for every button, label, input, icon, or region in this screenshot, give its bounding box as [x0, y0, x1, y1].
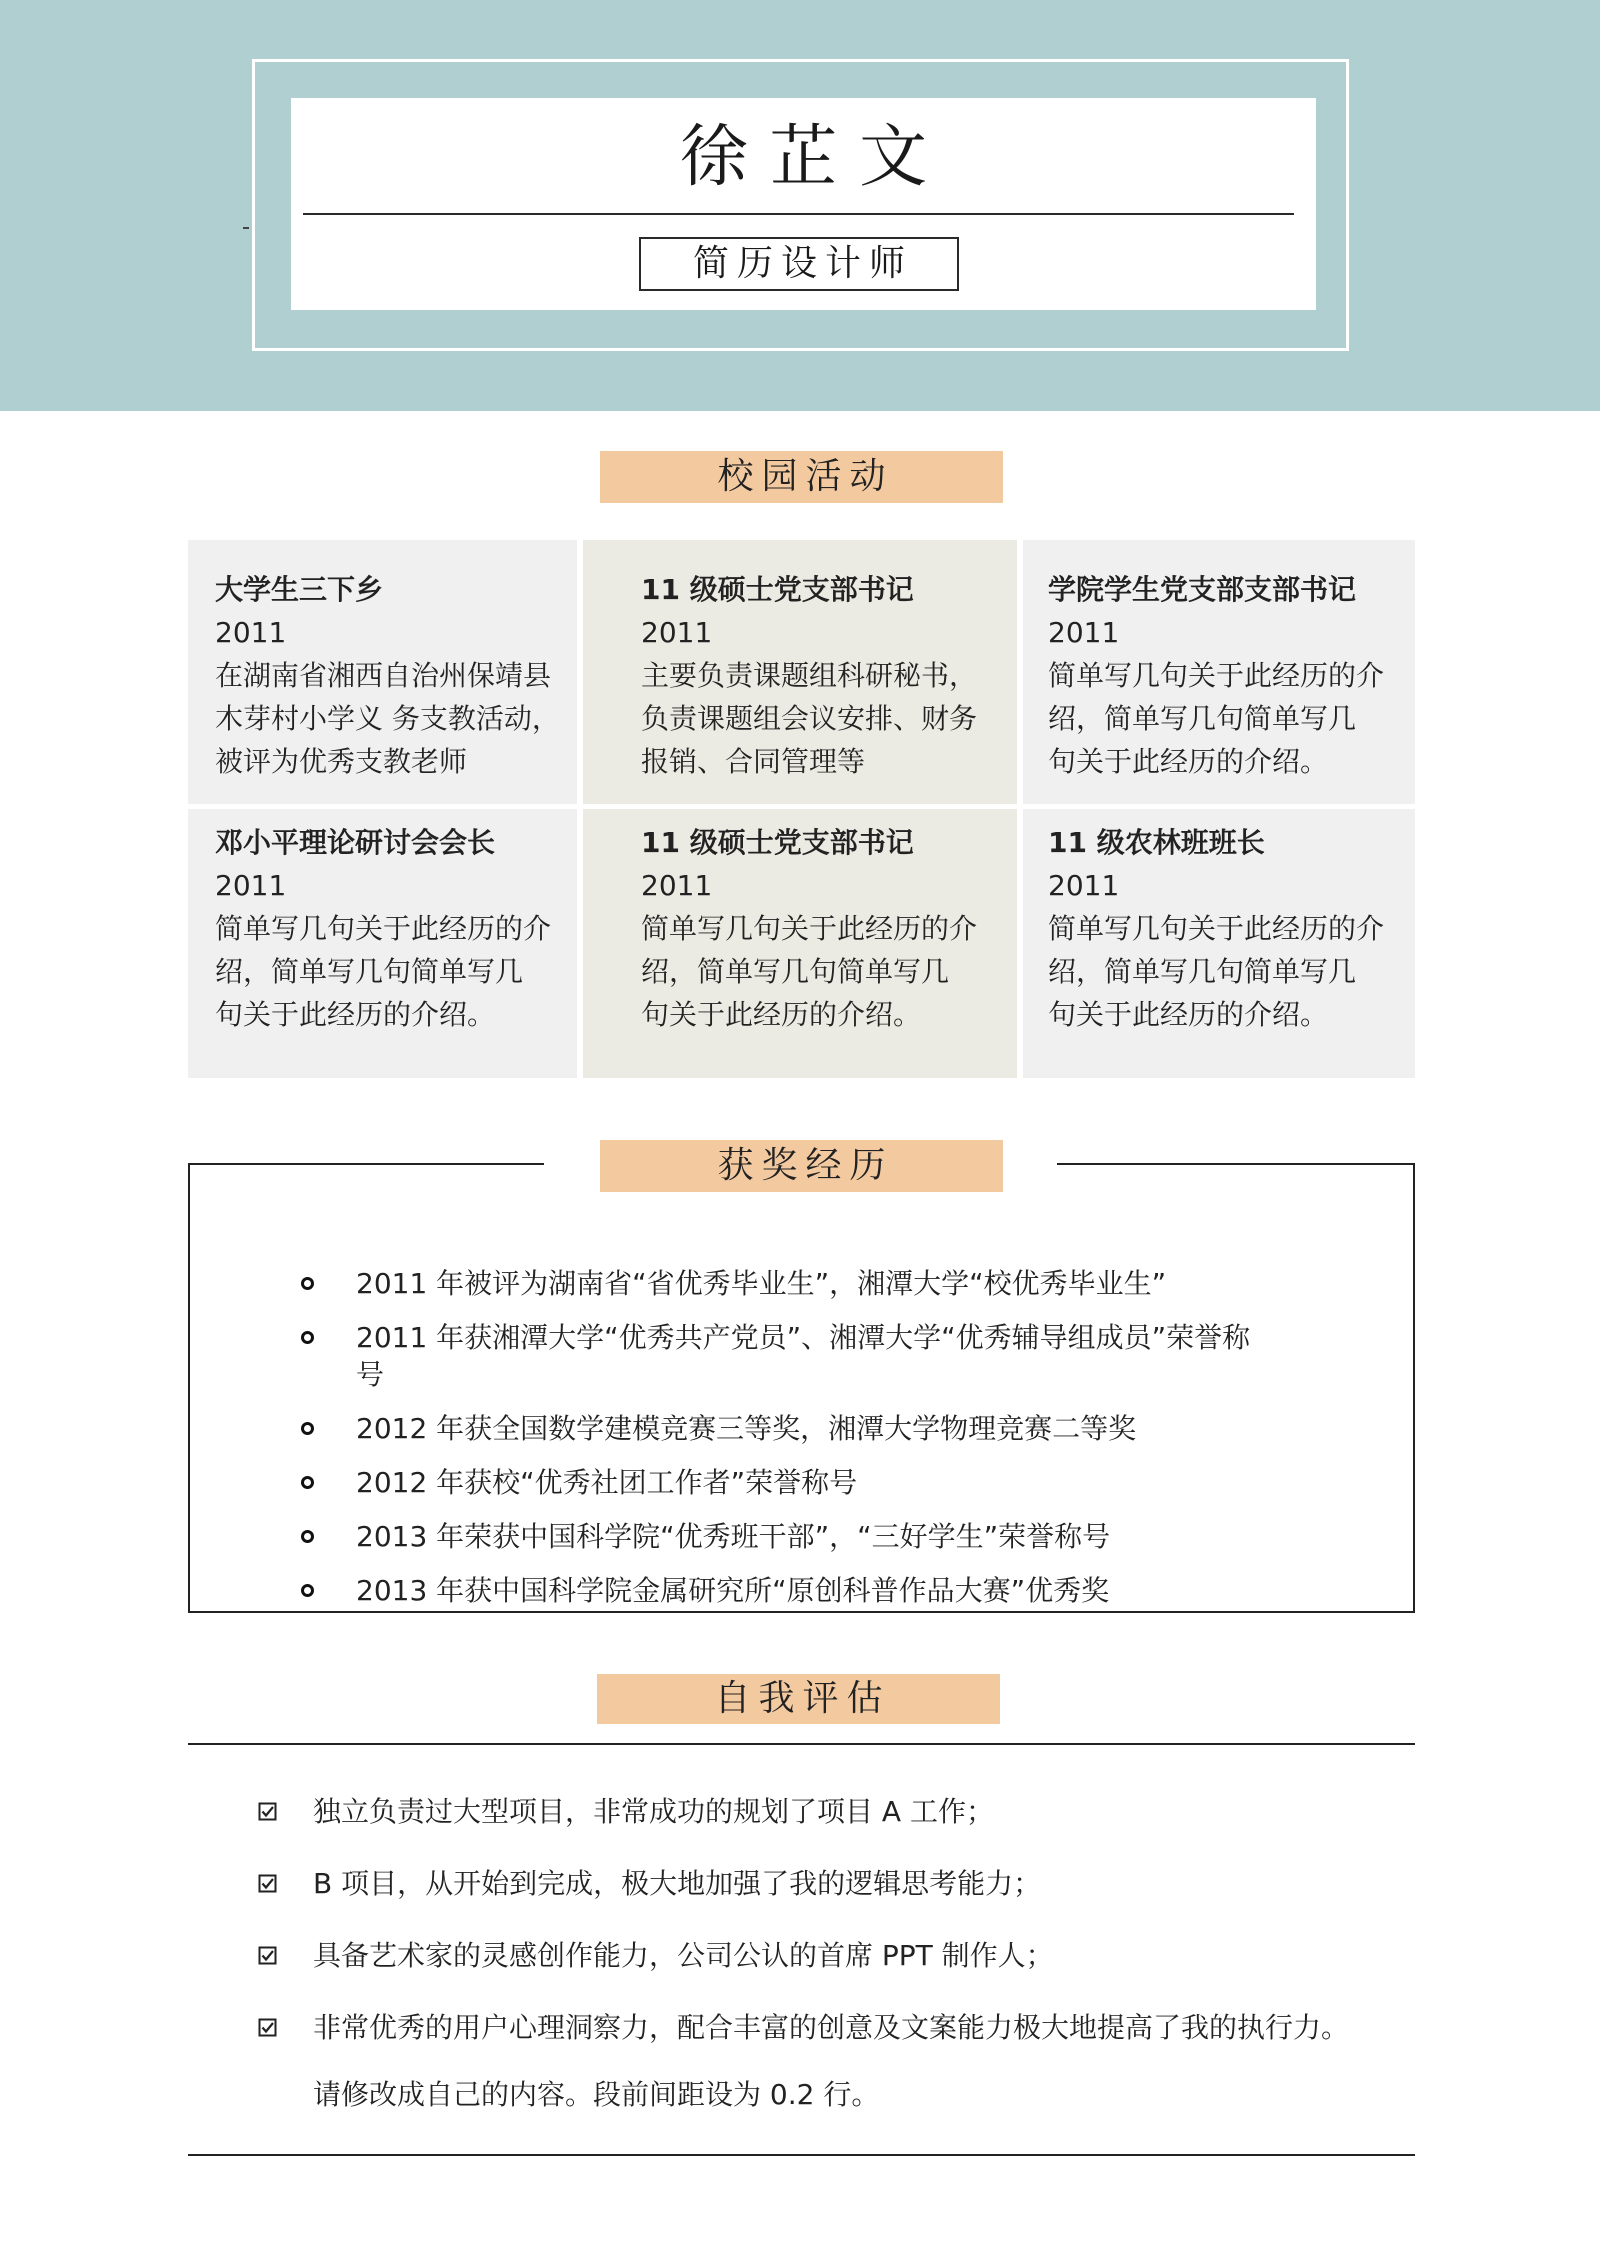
- activity-description-line: 主要负责课题组科研秘书，: [641, 659, 978, 692]
- award-text: 2011 年获湘潭大学“优秀共产党员”、湘潭大学“优秀辅导组成员”荣誉称号: [356, 1321, 1251, 1391]
- activity-description-line: 绍，简单写几句简单写几: [641, 955, 950, 988]
- activity-description-line: 简单写几句关于此经历的介: [1048, 912, 1385, 945]
- award-item: [190, 1265, 1256, 1302]
- activity-title: 邓小平理论研讨会会长: [215, 826, 496, 859]
- person-name: 徐 芷 文: [679, 118, 928, 197]
- award-item: [190, 1319, 1256, 1393]
- award-text: 2013 年荣获中国科学院“优秀班干部”，“三好学生”荣誉称号: [356, 1520, 1111, 1553]
- activity-description-line: 被评为优秀支教老师: [215, 745, 468, 778]
- activity-title: 11 级农林班班长: [1048, 826, 1265, 859]
- activity-title: 11 级硕士党支部书记: [641, 826, 914, 859]
- activity-description-line: 句关于此经历的介绍。: [1048, 745, 1329, 778]
- section-heading-self-eval: 自我评估: [597, 1674, 1000, 1724]
- ring-bullet-icon: [301, 1277, 314, 1290]
- activity-description-line: 句关于此经历的介绍。: [215, 998, 496, 1031]
- activity-card: [1023, 540, 1415, 804]
- activity-year: 2011: [1048, 869, 1120, 902]
- activity-description-line: 句关于此经历的介绍。: [641, 998, 922, 1031]
- activity-description-line: 绍，简单写几句简单写几: [215, 955, 524, 988]
- header-band: [0, 0, 1600, 411]
- self-eval-item: [0, 1920, 1600, 1992]
- ring-bullet-icon: [301, 1584, 314, 1597]
- activity-year: 2011: [1048, 616, 1120, 649]
- activity-year: 2011: [641, 869, 713, 902]
- activity-description-line: 简单写几句关于此经历的介: [641, 912, 978, 945]
- activity-description-line: 报销、合同管理等: [641, 745, 866, 778]
- job-title-badge: 简历设计师: [639, 237, 959, 291]
- activity-card: [583, 809, 1017, 1078]
- decorative-dash: [243, 227, 249, 229]
- activity-description-line: 绍，简单写几句简单写几: [1048, 702, 1357, 735]
- activity-title: 学院学生党支部支部书记: [1048, 573, 1357, 606]
- checkbox-checked-icon: [258, 1802, 277, 1821]
- activity-title: 大学生三下乡: [215, 573, 384, 606]
- self-eval-list: [0, 1776, 1600, 2064]
- self-eval-text: 具备艺术家的灵感创作能力，公司公认的首席 PPT 制作人；: [313, 1939, 1054, 1972]
- self-eval-note: 请修改成自己的内容。段前间距设为 0.2 行。: [313, 2078, 880, 2111]
- awards-list: [190, 1265, 1256, 1626]
- award-text: 2011 年被评为湖南省“省优秀毕业生”，湘潭大学“校优秀毕业生”: [356, 1267, 1167, 1300]
- award-item: [190, 1518, 1256, 1555]
- activity-description-line: 简单写几句关于此经历的介: [215, 912, 552, 945]
- activity-description-line: 绍，简单写几句简单写几: [1048, 955, 1357, 988]
- self-eval-text: 非常优秀的用户心理洞察力，配合丰富的创意及文案能力极大地提高了我的执行力。: [313, 2011, 1350, 2044]
- award-text: 2012 年获全国数学建模竞赛三等奖，湘潭大学物理竞赛二等奖: [356, 1412, 1137, 1445]
- award-item: [190, 1464, 1256, 1501]
- activity-card: [188, 540, 577, 804]
- checkbox-checked-icon: [258, 1874, 277, 1893]
- ring-bullet-icon: [301, 1331, 314, 1344]
- ring-bullet-icon: [301, 1422, 314, 1435]
- activity-description-line: 负责课题组会议安排、财务: [641, 702, 978, 735]
- activity-description-line: 木芽村小学义 务支教活动，: [215, 702, 560, 735]
- activity-description-line: 在湖南省湘西自治州保靖县: [215, 659, 552, 692]
- section-heading-awards: 获奖经历: [600, 1140, 1003, 1192]
- section-heading-campus: 校园活动: [600, 451, 1003, 503]
- self-eval-bottom-rule: [188, 2154, 1415, 2156]
- self-eval-item: [0, 1848, 1600, 1920]
- activity-year: 2011: [215, 616, 287, 649]
- self-eval-item: [0, 1776, 1600, 1848]
- award-text: 2012 年获校“优秀社团工作者”荣誉称号: [356, 1466, 858, 1499]
- activity-card: [1023, 809, 1415, 1078]
- activity-card: [188, 809, 577, 1078]
- activity-year: 2011: [641, 616, 713, 649]
- checkbox-checked-icon: [258, 1946, 277, 1965]
- self-eval-text: 独立负责过大型项目，非常成功的规划了项目 A 工作；: [313, 1795, 994, 1828]
- ring-bullet-icon: [301, 1476, 314, 1489]
- award-item: [190, 1410, 1256, 1447]
- activity-year: 2011: [215, 869, 287, 902]
- self-eval-top-rule: [188, 1743, 1415, 1745]
- name-divider: [303, 213, 1294, 215]
- awards-frame: [188, 1163, 1415, 1613]
- activity-description-line: 简单写几句关于此经历的介: [1048, 659, 1385, 692]
- activity-card: [583, 540, 1017, 804]
- award-text: 2013 年获中国科学院金属研究所“原创科普作品大赛”优秀奖: [356, 1574, 1110, 1607]
- ring-bullet-icon: [301, 1530, 314, 1543]
- checkbox-checked-icon: [258, 2018, 277, 2037]
- award-item: [190, 1572, 1256, 1609]
- self-eval-item: [0, 1992, 1600, 2064]
- activity-description-line: 句关于此经历的介绍。: [1048, 998, 1329, 1031]
- name-card: [291, 98, 1316, 310]
- self-eval-text: B 项目，从开始到完成，极大地加强了我的逻辑思考能力；: [313, 1867, 1042, 1900]
- activity-title: 11 级硕士党支部书记: [641, 573, 914, 606]
